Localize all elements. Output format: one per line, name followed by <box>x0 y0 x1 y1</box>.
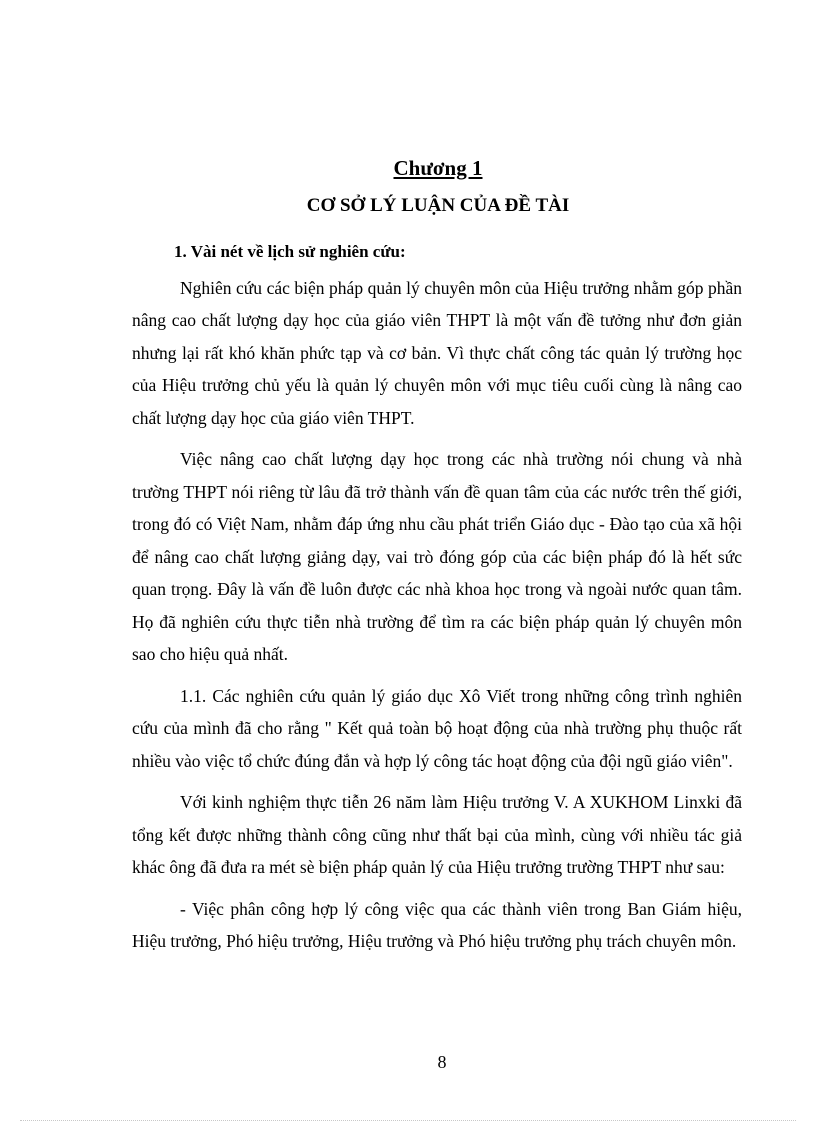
chapter-title: Chương 1 <box>393 156 483 180</box>
page-number: 8 <box>437 1052 447 1072</box>
section-heading: 1. Vài nét về lịch sử nghiên cứu: <box>174 242 406 261</box>
body-text <box>132 236 742 967</box>
paragraph-2: Việc nâng cao chất lượng dạy học trong các nhà trường nói chung và nhà trường THPT nói riêng từ lâu đã trở thành vấn đề quan tâm của các nước trên thế giới, trong đó có Việt Nam, nhằm đáp ứng nhu cầu phát triển Giáo dục - Đào tạo của xã hội để nâng cao chất lượng giảng dạy, vai trò đóng góp của các biện pháp đó là hết sức quan trọng. Đây là vấn đề luôn được các nhà khoa học trong và ngoài nước quan tâm. Họ đã nghiên cứu thực tiễn nhà trường để tìm ra các biện pháp quản lý chuyên môn sao cho hiệu quả nhất. <box>132 449 742 664</box>
paragraph-3: 1.1. Các nghiên cứu quản lý giáo dục Xô Viết trong những công trình nghiên cứu của mình đã cho rằng " Kết quả toàn bộ hoạt động của nhà trường phụ thuộc rất nhiều vào việc tổ chức đúng đắn và hợp lý công tác hoạt động của đội ngũ giáo viên". <box>132 685 742 771</box>
paragraph-4: Với kinh nghiệm thực tiễn 26 năm làm Hiệu trưởng V. A XUKHOM Linxki đã tổng kết được những thành công cũng như thất bại của mình, cùng với nhiều tác giả khác ông đã đưa ra mét sè biện pháp quản lý của Hiệu trưởng trường THPT như sau: <box>132 792 742 877</box>
paragraph-1: Nghiên cứu các biện pháp quản lý chuyên môn của Hiệu trưởng nhằm góp phần nâng cao chất lượng dạy học của giáo viên THPT là một vấn đề tưởng như đơn giản nhưng lại rất khó khăn phức tạp và cơ bản. Vì thực chất công tác quản lý trường học của Hiệu trưởng chủ yếu là quản lý chuyên môn với mục tiêu cuối cùng là nâng cao chất lượng dạy học của giáo viên THPT. <box>132 277 742 428</box>
paragraph-5: - Việc phân công hợp lý công việc qua các thành viên trong Ban Giám hiệu, Hiệu trưởng, Phó hiệu trưởng, Hiệu trưởng và Phó hiệu trưởng phụ trách chuyên môn. <box>132 898 742 951</box>
page-bottom-divider <box>20 1120 796 1121</box>
chapter-subtitle: CƠ SỞ LÝ LUẬN CỦA ĐỀ TÀI <box>306 195 570 216</box>
